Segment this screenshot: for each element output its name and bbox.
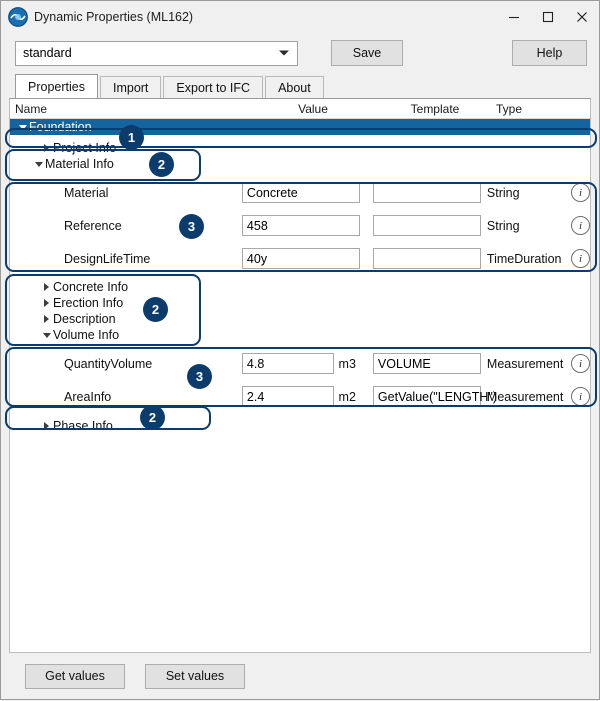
get-values-button[interactable]: Get values: [25, 664, 125, 689]
chevron-right-icon[interactable]: [40, 283, 53, 291]
toolbar: [1, 34, 599, 70]
tree-node-phase-info[interactable]: [10, 419, 246, 433]
tree-node-concrete-info[interactable]: [10, 280, 246, 294]
window-title: Dynamic Properties (ML162): [34, 10, 194, 24]
minimize-button[interactable]: [497, 1, 531, 33]
table-row[interactable]: [10, 347, 590, 380]
annotation-badge-3: 3: [179, 214, 204, 239]
help-button[interactable]: Help: [512, 40, 587, 66]
row-label-areainfo: [10, 390, 242, 404]
info-icon[interactable]: i: [571, 183, 590, 202]
row-label: Volume Info: [53, 328, 120, 342]
chevron-right-icon[interactable]: [40, 299, 53, 307]
value-input-areainfo[interactable]: 2.4: [242, 386, 334, 407]
maximize-button[interactable]: [531, 1, 565, 33]
unit-label-quantityvolume: m3: [338, 356, 356, 371]
table-row[interactable]: [10, 295, 590, 311]
table-row[interactable]: [10, 327, 590, 343]
column-header-value: Value: [298, 101, 328, 116]
table-row[interactable]: [10, 156, 590, 172]
annotation-badge-2: 2: [149, 152, 174, 177]
info-icon[interactable]: i: [571, 387, 590, 406]
tree-node-project-info[interactable]: [10, 141, 246, 155]
table-row[interactable]: [10, 311, 590, 327]
tab-about[interactable]: About: [265, 76, 324, 98]
type-label-designlifetime: TimeDuration: [486, 251, 562, 266]
close-button[interactable]: [565, 1, 599, 33]
template-cell: [373, 353, 481, 374]
tree-node-volume-info[interactable]: [10, 328, 246, 342]
tab-import[interactable]: Import: [100, 76, 161, 98]
chevron-right-icon[interactable]: [40, 422, 53, 430]
type-label-reference: String: [486, 218, 520, 233]
app-icon: [5, 4, 31, 30]
type-label-quantityvolume: Measurement: [486, 356, 564, 371]
info-icon[interactable]: i: [571, 249, 590, 268]
table-row[interactable]: [10, 209, 590, 242]
row-label: Reference: [64, 218, 122, 233]
unit-label-areainfo: m2: [338, 389, 356, 404]
row-label: Concrete Info: [53, 280, 129, 294]
tree-node-foundation[interactable]: [10, 120, 246, 134]
template-cell: [373, 182, 481, 203]
column-header-type: Type: [496, 101, 523, 116]
chevron-right-icon[interactable]: [40, 315, 53, 323]
value-cell: [242, 215, 373, 236]
row-label: Foundation: [29, 120, 92, 134]
value-input-material[interactable]: Concrete: [242, 182, 360, 203]
window-controls: [497, 1, 599, 33]
row-label: Erection Info: [53, 296, 124, 310]
template-input-material[interactable]: [373, 182, 481, 203]
annotation-badge-5: 3: [187, 364, 212, 389]
value-input-quantityvolume[interactable]: 4.8: [242, 353, 334, 374]
save-button[interactable]: Save: [331, 40, 403, 66]
value-cell: [242, 182, 373, 203]
row-label-reference: [10, 219, 242, 233]
chevron-down-icon[interactable]: [32, 162, 45, 167]
info-icon[interactable]: i: [571, 216, 590, 235]
table-row[interactable]: [10, 418, 590, 434]
profile-select[interactable]: [15, 41, 298, 66]
tab-export-to-ifc[interactable]: Export to IFC: [163, 76, 263, 98]
grid-header: [10, 99, 590, 119]
value-cell: [242, 248, 373, 269]
template-cell: [373, 386, 498, 407]
template-input-quantityvolume[interactable]: VOLUME: [373, 353, 481, 374]
chevron-down-icon[interactable]: [16, 125, 29, 130]
title-bar: [1, 1, 599, 34]
set-values-button[interactable]: Set values: [145, 664, 245, 689]
chevron-right-icon[interactable]: [40, 144, 53, 152]
row-label-designlifetime: [10, 252, 242, 266]
annotation-badge-4: 2: [143, 297, 168, 322]
row-label: AreaInfo: [64, 389, 112, 404]
annotation-badge-6: 2: [140, 405, 165, 430]
table-row[interactable]: [10, 242, 590, 275]
tree-node-description[interactable]: [10, 312, 246, 326]
row-label: Material: [64, 185, 109, 200]
table-row[interactable]: [10, 140, 590, 156]
template-cell: [373, 248, 481, 269]
bottom-bar: [1, 653, 599, 699]
value-cell: [242, 353, 373, 374]
row-label: Project Info: [53, 141, 117, 155]
info-icon[interactable]: i: [571, 354, 590, 373]
row-label: DesignLifeTime: [64, 251, 151, 266]
column-header-template: Template: [410, 101, 460, 116]
value-cell: [242, 386, 373, 407]
row-label: Phase Info: [53, 419, 113, 433]
type-label-material: String: [486, 185, 520, 200]
template-input-areainfo[interactable]: GetValue("LENGTH"): [373, 386, 481, 407]
row-label: Description: [53, 312, 116, 326]
row-label: Material Info: [45, 157, 114, 171]
table-row[interactable]: [10, 176, 590, 209]
row-label-quantityvolume: [10, 357, 242, 371]
template-input-reference[interactable]: [373, 215, 481, 236]
template-cell: [373, 215, 481, 236]
chevron-down-icon: [279, 51, 289, 56]
table-row[interactable]: [10, 380, 590, 413]
grid-rows: [10, 119, 590, 652]
row-label: QuantityVolume: [64, 356, 153, 371]
value-input-reference[interactable]: 458: [242, 215, 360, 236]
profile-select-value: standard: [23, 46, 72, 60]
tree-node-material-info[interactable]: [10, 157, 246, 171]
value-input-designlifetime[interactable]: 40y: [242, 248, 360, 269]
tree-node-erection-info[interactable]: [10, 296, 246, 310]
tab-properties[interactable]: Properties: [15, 74, 98, 98]
tab-bar: [1, 74, 599, 98]
properties-grid: [9, 98, 591, 653]
table-row[interactable]: [10, 119, 590, 135]
column-header-name: Name: [15, 101, 48, 116]
table-row[interactable]: [10, 279, 590, 295]
row-label-material: [10, 186, 242, 200]
annotation-badge-1: 1: [119, 125, 144, 150]
chevron-down-icon[interactable]: [40, 333, 53, 338]
type-label-areainfo: Measurement: [486, 389, 564, 404]
template-input-designlifetime[interactable]: [373, 248, 481, 269]
